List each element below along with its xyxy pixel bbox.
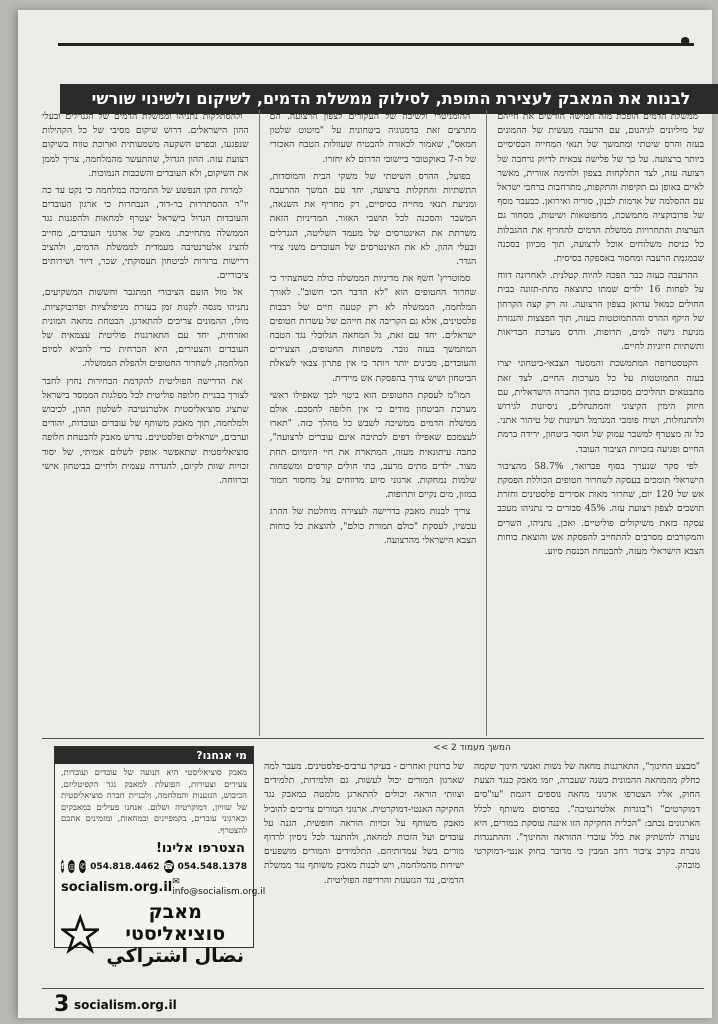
corner-mark-icon: ●: [680, 34, 690, 47]
article-column-left: [42, 110, 249, 736]
article-paragraph: ההומניטרי ולשיבה של העקורים לצפון הרצועה. הם מתרצים זאת בדמגוגיה ביטחונית על "מיטוט שלטון חמאס", שאמור לכאורה להבטיח שעוולות הטבח האכזרי של ה-7 באוקטובר ביישובי הדרום לא יחזרו.: [269, 111, 477, 165]
article-column-middle: [270, 110, 477, 736]
who-we-are-box: [54, 746, 266, 967]
logo-arabic: نضال اشتراكي: [106, 945, 245, 967]
headline: לבנות את המאבק לעצירת התופת, לסילוק ממשלת הדמים, לשיקום ולשינוי שורשי: [60, 84, 718, 114]
article-paragraph: למרות הקו הנפשע של התמיכה במלחמה כי נקט עד כה יו"ר ההסתדרות בר-דוד, הנבחרות כי ארגון העובדים והעובדות הגדול בישראל יצטרף למחאות ולהפגנות נגד הממשלה מתחייבת. מאבק של ארגוני העובדים, מחייב להציג אלטרנטיבה מעמדית לממשלת הדמים, ולהציב דרישות ברורות לביטחון תעסוקתי, שכר, דיור ושירותים ציבוריים.: [41, 185, 249, 282]
column-divider: [486, 110, 487, 736]
phone-icon: ☎: [163, 862, 174, 871]
page-number: 3: [54, 992, 70, 1017]
footer-website[interactable]: socialism.org.il: [74, 998, 177, 1012]
email-link[interactable]: ✉ info@socialism.org.il: [172, 877, 266, 897]
article-column-right: [497, 110, 704, 736]
organization-logo: [55, 897, 253, 967]
article-paragraph: ההרעבה בעזה כבר הפכה להיות קטלנית. לאחרונה דווח על לפחות 16 ילדים שמתו כתוצאה מתת-תזונה בבית החולים כמאל עדואן בצפון הרצועה. זה רק קצה הקרחון של היקף ההרס וההתמוטטות בעזה, תוך הפצצות והנגזרת מניעת גישה למים, תרופות, והרס מערכת הבריאות ותשתיות חיוניות לחיים.: [497, 270, 704, 353]
email-text: info@socialism.org.il: [172, 887, 266, 897]
facebook-icon[interactable]: f: [61, 862, 65, 871]
continued-from-note: המשך מעמוד 2 >>: [433, 743, 511, 753]
logo-hebrew: מאבק סוציאליסטי: [125, 901, 226, 945]
web-contact-row: [55, 873, 266, 897]
who-we-are-text: מאבק סוציאליסטי היא תנועה של עובדים ועובדות, צעירים וצעירות, הפועלת למאבק נגד הקפיטליזם, הכיבוש, הגזענות והמלחמה, ולבניית חברה סוציאליסטית של שוויון, דמוקרטיה ושלום. אנחנו פעילים במאבקים ובארגוני עובדים, בקמפיינים ובמחאות, ומזמינים אתכם להצטרף.: [61, 767, 247, 835]
article-columns: [42, 110, 704, 736]
phone-number-1[interactable]: 054.818.4462: [90, 861, 160, 872]
article-paragraph: אל מול הזעם הציבורי המתגבר וחששות המשקיעים, נתניהו מנסה לקנות זמן בעזרת מניפולציות ופרובוקציות. מולו, ההמונים צריכים להתארגן. הבטחת מחאה המונית ואזרחית, יחד עם התארגנות פוליטית עצמאית של העובדים והצעירים, היא הכרחית כדי להביא לסיום המלחמה, לשחרור החטופים ולהפלת הממשלה.: [41, 287, 249, 370]
phone-number-2[interactable]: 054.548.1378: [177, 861, 248, 872]
column-divider: [259, 110, 260, 736]
who-we-are-header: מי אנחנו?: [55, 747, 253, 764]
article-paragraph: ולהסתלקות נתניהו וממשלת הדמים של הגנרלים ובעלי ההון הישראלים. דרוש שיקום מסיבי של כל הקהילות שנפגעו, ובפרט השקעה משמעותית וארוכת טווח בשיקום רצועת עזה. ההון הגדול, שהתעשר מהמלחמה, צריך לממן את השיקום, ולא העובדים והשכבות הנמוכות.: [41, 111, 249, 179]
logo-wordmark: [105, 901, 245, 967]
contact-phones: [55, 856, 253, 873]
website-link[interactable]: socialism.org.il: [61, 879, 173, 895]
article-paragraph: "מבצע החינוך", התארגנות מחאה של נשות ואנשי חינוך שקמה כחלק מהמחאה ההמונית בשנה שעברה, יזמו מאבק כנגד הצעת החוק, אליו הצטרפו ארגוני מחאה נוספים דוגמת "עו"סים דמוקרטים" ו"בוגרות אלטרנטיבה". בפרסום משותף לכלל הארגונים נכתב: "הכלית החקיקה הזו איננה עוסקת במורים, היא נועדה להשתיק את כלל עובדי ההוראה והחינוך". וההתנגדות גוברת בקרב ציבור רחב המבין כי מדובר בחוק אנטי-דמוקרטי מובהק.: [474, 761, 700, 872]
lower-article-right: [474, 760, 700, 946]
section-divider: [42, 738, 704, 739]
lower-article-middle: [264, 760, 464, 946]
article-paragraph: של ברונזין ואחרים - בעיקר ערבים-פלסטינים. מעבר למה שארגון המורים יכול לעשות, גם תלמידות, תלמידים וצוותי הוראה יכולים להתארגן מלמטה במאבק נגד החקיקה האנטי-דמוקרטית. ארגוני המורים צריכים להוביל מאבק משותף על זכויות הוראה חופשית, הגנה על עובדים ועל הזכות למחאה, ולהתנגד לכל ניסיון לרדוף מורים בשל עמדותיהם. התלמידים והמורים מושפעים ישירות מהמלחמה, ויש לבנות מאבק משותף נגד ממשלת הדמים, נגד הגזענות והרדיפה הפוליטית.: [264, 761, 464, 886]
article-paragraph: את הדרישה הפוליטית להקדמת הבחירות נחוץ לחבר לצורך בבניית חלופה פוליטית לכל מפלגות הממסד בישראל שתציג סוציאליסטית אלטרנטיבה לשלטון ההון, לכיבוש ולמלחמה, תוך מאבק משותף של עובדים ועובדות, יהודים וערבים, ישראלים ופלסטינים. נדרש מאבק להבטחת חלופה סוציאליסטית שתאפשר אופק לשלום אמיתי, של יסוד זכויות שוות לקיום, להגדרה עצמית ולחיים בביטחון אישי וברווחה.: [41, 375, 249, 487]
article-paragraph: לפי סקר שנערך בסוף פברואר, 58.7% מהציבור הישראלי תומכים בעסקה לשחרור חטופים הכוללת הפסקת אש של 120 יום, שחרור מאות אסירים פלסטינים וחזרת תושבים לצפון רצועת עזה. 45% סבורים כי נתניהו מעכב עסקה כזאת משיקולים פוליטיים. ואכן, נתניהו, השרים והמקורבים מסרבים להתחייב להפסקת אש והוצאת כוחות הצבא הישראלי מעזה, להבטחת הכנסת סיוע.: [497, 460, 704, 558]
whatsapp-icon: ✆: [79, 862, 87, 871]
footer-rule: [42, 988, 704, 989]
article-paragraph: סמוטריץ' חשף את מדיניות הממשלה כולה כשהצהיר כי שחרור החטופים הוא "לא הדבר הכי חשוב". לאורך המלחמה, הממשלה לא רק קטעה חיים של רבבות פלסטינים, אלא גם הקריבה את חייהם של עשרות חטופים ישראלים. יחד עם זאת, גל המחאה הגלובלי נגד הטבח המתמשך בעזה גובר. משפחות החטופים, הצעירים והעובדים, מבינים יותר ויותר כי אין פתרון צבאי לשאלת הביטחון ושיש צורך בהפסקת אש מיידית.: [269, 273, 477, 384]
article-paragraph: ממשלת הדמים הופכת מזה חמישה חודשים את חייהם של מיליונים לגיהנום, עם הרעבה מעשית של ההמונים בעזה והרס שיטתי ומתמשך של תנאי המחייה הבסיסיים ביותר ברצועה. על כך של פלישה צבאית לדיוק נרחבה של רצועה עזה, לצד התלקחות בצפון ולחימה אזורית, מאשר לאיים באופן גם תקיפות והתקפות, מתרחבות ברחבי ישראל עם ההסלמה של אדמות לבנון, סוריה ואירואן. כבעבר מסף של פרובוקציה מתמשכת, מחפוטאות ושיטות, מסחור גם הערצות והתחרויות ממשלת הדמים להחריף את ההגבלות כל כניסת משלוחים אוכל לרצועה, תוך מכיוון בסכנה שבמגמת הרעבה ומחסור באספקה בסיסית.: [497, 111, 704, 265]
instagram-icon[interactable]: ◎: [68, 862, 76, 871]
article-paragraph: צריך לבנות מאבק בדרישה לעצירה מוחלטת של ההרג עכשיו, לעסקת "כולם תמורת כולם", להוצאת כל כוחות הצבא הישראלי מהרצועה.: [269, 506, 477, 546]
article-paragraph: הקטסטרופה המתמשכת והמסעד הצבאי-ביטחוני יצרו בעזה התמוטטות על כל מערכות החיים. לצד זאת מתבטאים תהליכים מסוכנים בתוך החברה הישראלית, עם חיזוק הימין הקיצוני והמתנחלים, ניסיונות לגירוש ולהתנחלות, ושיח פומבי המנרמל רעיונות של טיהור אתני. כל זה מצטרף למשבר עמוק של חוסר ביטחון, ירידה ברמת החיים ופגיעה בזכויות הציבור העובד.: [497, 358, 704, 455]
join-us-title: הצטרפו אלינו!: [155, 841, 245, 856]
article-paragraph: המו"מ לעסקת החטופים הוא ביטוי לכך שאפילו ראשי מערכת הביטחון מודים כי אין חלופה להסכם. אולם ממשלת הדמים ממשיכה לשבש כל מהלך כזה. "תארו לעצמכם שאפילו דפים לכתיבה אינם עוברים לרצועה", כתבה עיתונאית מעזה, המתארת את חיי היומיום תחת מצור. ילדים מתים מרעב, בתי חולים קורסים ומשפחות שלמות נמחקות. ארגוני סיוע מדווחים על מחסור חמור במזון, מים נקיים ותרופות.: [269, 389, 477, 501]
article-paragraph: בפועל, ההרס השיטתי של משקי הבית והמוסדות, התשתיות והתקלות ברצועה, יחד עם המשך ההרעבה ומניעת תנאי מחייה בסיסיים, רק מחריף את השנאה, המשבר והסכנה לכל תושבי האזור. המדיניות הזאת משרתת את האינטרסים של מעמד השליטה, הגנרלים ובעלי ההון, לא את האינטרסים של העובדים משני צידי הגדר.: [269, 170, 477, 268]
top-rule: [58, 43, 694, 46]
star-logo-icon: [61, 912, 99, 956]
